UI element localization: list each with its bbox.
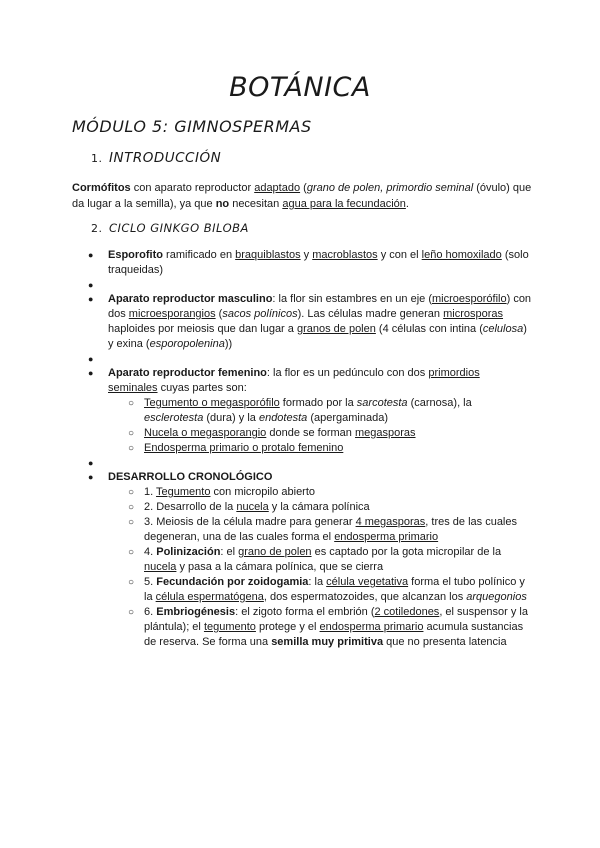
list-item-desarrollo: ● DESARROLLO CRONOLÓGICO ○ 1. Tegumento con micropilo abierto ○ 2. Desarrollo de la nucela y la cámara polínica ○ 3. Meiosis de la célula madre para generar 4 megasporas, tres de las cuales degeneran, una de las cuales forma el endosperma primario ○ 4. Polinización: el grano de polen es captado por la gota micropilar de la nucela y pasa a la cámara polínica, que se cierra ○ 5. Fecundación por zoidogamia: la célula vegetativa forma el tubo polínico y la célula espermatógena, dos espermatozoides, que alcanzan los arquegonios ○ 6. Embriogénesis: el zigoto forma el embrión (2 cotiledones, el suspensor y la plántula); el tegumento protege y el endosperma primario acumula sustancias de reserva. Se forma una semilla muy primitiva que no presenta latencia [72, 470, 532, 650]
section-title: CICLO GINKGO BILOBA [109, 221, 249, 235]
step-4: ○ 4. Polinización: el grano de polen es captado por la gota micropilar de la nucela y pasa a la cámara polínica, que se cierra [108, 545, 532, 575]
section-heading-ciclo [91, 221, 249, 235]
section-title: INTRODUCCIÓN [109, 150, 222, 166]
term-cormofitos: Cormófitos [72, 182, 131, 194]
step-1: ○ 1. Tegumento con micropilo abierto [108, 485, 532, 500]
section-number: 2. [91, 222, 103, 235]
step-5: ○ 5. Fecundación por zoidogamia: la célula vegetativa forma el tubo polínico y la célula espermatógena, dos espermatozoides, que alcanzan los arquegonios [108, 575, 532, 605]
list-item-esporofito: ● Esporofito ramificado en braquiblastos y macroblastos y con el leño homoxilado (solo traqueidas) [72, 248, 532, 278]
spacer [72, 352, 532, 366]
bullet-list [72, 248, 532, 650]
module-heading: MÓDULO 5: GIMNOSPERMAS [72, 117, 312, 136]
sub-item-endosperma: ○ Endosperma primario o protalo femenino [108, 441, 532, 456]
spacer [72, 278, 532, 292]
step-2: ○ 2. Desarrollo de la nucela y la cámara polínica [108, 500, 532, 515]
intro-paragraph: Cormófitos con aparato reproductor adaptado (grano de polen, primordio seminal (óvulo) que da lugar a la semilla), ya que no necesitan agua para la fecundación. [72, 182, 532, 210]
list-item-femenino: ● Aparato reproductor femenino: la flor es un pedúnculo con dos primordios seminales cuyas partes son: ○ Tegumento o megasporófilo formado por la sarcotesta (carnosa), la esclerotesta (dura) y la endotesta (apergaminada) ○ Nucela o megasporangio donde se forman megasporas ○ Endosperma primario o protalo femenino [72, 366, 532, 456]
sub-item-nucela: ○ Nucela o megasporangio donde se forman megasporas [108, 426, 532, 441]
sub-list-femenino [108, 396, 532, 456]
section-heading-introduccion [91, 150, 221, 166]
list-item-masculino: ● Aparato reproductor masculino: la flor sin estambres en un eje (microesporófilo) con dos microesporangios (sacos polínicos). Las células madre generan microsporas haploides por meiosis que dan lugar a granos de polen (4 células con intina (celulosa) y exina (esporopolenina)) [72, 292, 532, 352]
step-3: ○ 3. Meiosis de la célula madre para generar 4 megasporas, tres de las cuales degeneran, una de las cuales forma el endosperma primario [108, 515, 532, 545]
step-6: ○ 6. Embriogénesis: el zigoto forma el embrión (2 cotiledones, el suspensor y la plántula); el tegumento protege y el endosperma primario acumula sustancias de reserva. Se forma una semilla muy primitiva que no presenta latencia [108, 605, 532, 650]
spacer [72, 456, 532, 470]
sub-item-tegumento: ○ Tegumento o megasporófilo formado por la sarcotesta (carnosa), la esclerotesta (dura) y la endotesta (apergaminada) [108, 396, 532, 426]
sub-list-desarrollo [108, 485, 532, 650]
page-title: BOTÁNICA [229, 72, 371, 103]
section-number: 1. [91, 152, 103, 165]
